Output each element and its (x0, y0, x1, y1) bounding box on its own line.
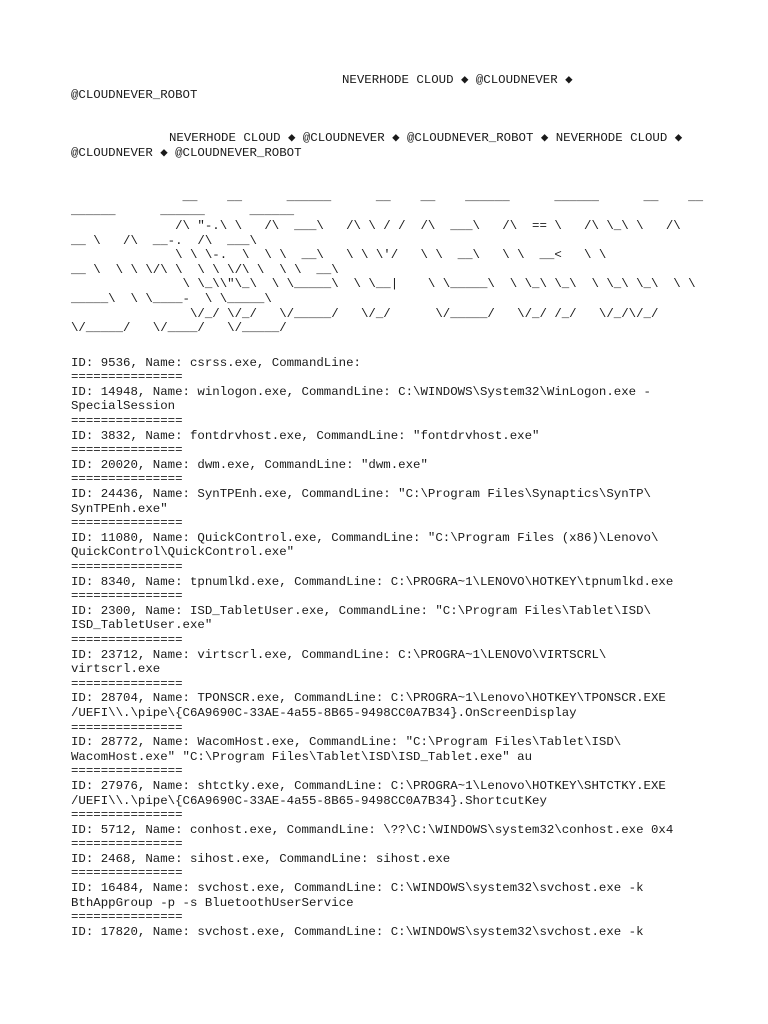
log-line: SynTPEnh.exe" (71, 501, 168, 516)
log-line: ID: 11080, Name: QuickControl.exe, CommandLine: "C:\Program Files (x86)\Lenovo\ (71, 530, 659, 545)
log-line: =============== (71, 808, 183, 823)
log-line: =============== (71, 414, 183, 429)
log-line: =============== (71, 866, 183, 881)
log-line: /UEFI\\.\pipe\{C6A9690C-33AE-4a55-8B65-9498CC0A7B34}.OnScreenDisplay (71, 705, 577, 720)
ascii-art-line: \ \ \-. \ \ \ __\ \ \ \'/ \ \ __\ \ \ __< \ \ (71, 248, 607, 263)
ascii-art-banner (71, 189, 704, 336)
log-line: ID: 20020, Name: dwm.exe, CommandLine: "dwm.exe" (71, 457, 428, 472)
header-block-2 (71, 131, 683, 160)
log-line: =============== (71, 764, 183, 779)
ascii-art-line: _____\ \ \____- \ \_____\ (71, 291, 272, 306)
log-line: SpecialSession (71, 399, 176, 414)
log-line: =============== (71, 837, 183, 852)
log-line: ID: 17820, Name: svchost.exe, CommandLine: C:\WINDOWS\system32\svchost.exe -k (71, 924, 644, 939)
log-line: ID: 24436, Name: SynTPEnh.exe, CommandLine: "C:\Program Files\Synaptics\SynTP\ (71, 487, 651, 502)
log-line: WacomHost.exe" "C:\Program Files\Tablet\ISD\ISD_Tablet.exe" au (71, 749, 533, 764)
log-line: /UEFI\\.\pipe\{C6A9690C-33AE-4a55-8B65-9498CC0A7B34}.ShortcutKey (71, 793, 547, 808)
header-line: @CLOUDNEVER ◆ @CLOUDNEVER_ROBOT (71, 145, 302, 160)
ascii-art-line: ______ ______ ______ (71, 204, 295, 219)
log-line: ISD_TabletUser.exe" (71, 618, 213, 633)
header-line: NEVERHODE CLOUD ◆ @CLOUDNEVER ◆ @CLOUDNEVER_ROBOT ◆ NEVERHODE CLOUD ◆ (169, 131, 683, 146)
log-line: ID: 28772, Name: WacomHost.exe, CommandLine: "C:\Program Files\Tablet\ISD\ (71, 735, 622, 750)
process-list (71, 355, 674, 940)
ascii-art-line: /\ "-.\ \ /\ ___\ /\ \ / / /\ ___\ /\ == \ /\ \_\ \ /\ (71, 218, 681, 233)
header-line: @CLOUDNEVER_ROBOT (71, 87, 198, 102)
log-line: =============== (71, 560, 183, 574)
ascii-art-line: \ \_\\"\_\ \ \_____\ \ \__| \ \_____\ \ \_\ \_\ \ \_\ \_\ \ \ (71, 277, 696, 292)
log-line: =============== (71, 589, 183, 604)
log-line: ID: 9536, Name: csrss.exe, CommandLine: (71, 355, 361, 370)
log-line: =============== (71, 720, 183, 735)
log-line: ID: 27976, Name: shtctky.exe, CommandLine: C:\PROGRA~1\Lenovo\HOTKEY\SHTCTKY.EXE (71, 778, 666, 793)
log-line: =============== (71, 632, 183, 647)
log-line: =============== (71, 516, 183, 531)
log-line: BthAppGroup -p -s BluetoothUserService (71, 895, 354, 910)
ascii-art-line: __ __ ______ __ __ ______ ______ __ __ (71, 189, 704, 204)
ascii-art-line: \/_____/ \/____/ \/_____/ (71, 321, 287, 336)
log-line: ID: 16484, Name: svchost.exe, CommandLine: C:\WINDOWS\system32\svchost.exe -k (71, 881, 644, 896)
log-line: ID: 14948, Name: winlogon.exe, CommandLine: C:\WINDOWS\System32\WinLogon.exe - (71, 384, 651, 399)
log-line: =============== (71, 370, 183, 385)
ascii-art-line: __ \ \ \ \/\ \ \ \ \/\ \ \ \ __\ (71, 262, 339, 277)
log-line: =============== (71, 676, 183, 691)
document-page (71, 73, 704, 939)
log-line: ID: 28704, Name: TPONSCR.exe, CommandLine: C:\PROGRA~1\Lenovo\HOTKEY\TPONSCR.EXE (71, 691, 666, 706)
ascii-art-line: \/_/ \/_/ \/_____/ \/_/ \/_____/ \/_/ /_/ \/_/\/_/ (71, 306, 659, 321)
log-line: =============== (71, 443, 183, 458)
log-line: virtscrl.exe (71, 662, 161, 677)
log-line: ID: 3832, Name: fontdrvhost.exe, CommandLine: "fontdrvhost.exe" (71, 428, 540, 443)
log-line: ID: 2300, Name: ISD_TabletUser.exe, CommandLine: "C:\Program Files\Tablet\ISD\ (71, 603, 651, 618)
log-line: ID: 8340, Name: tpnumlkd.exe, CommandLine: C:\PROGRA~1\LENOVO\HOTKEY\tpnumlkd.exe (71, 574, 674, 589)
log-line: ID: 2468, Name: sihost.exe, CommandLine: sihost.exe (71, 851, 451, 866)
log-line: ID: 5712, Name: conhost.exe, CommandLine: \??\C:\WINDOWS\system32\conhost.exe 0x4 (71, 822, 674, 837)
log-line: QuickControl\QuickControl.exe" (71, 545, 295, 560)
header-block-1 (71, 73, 671, 102)
ascii-art-line: __ \ /\ __-. /\ ___\ (71, 233, 257, 248)
header-line: NEVERHODE CLOUD ◆ @CLOUDNEVER ◆ (342, 73, 573, 87)
log-line: =============== (71, 910, 183, 925)
log-line: ID: 23712, Name: virtscrl.exe, CommandLine: C:\PROGRA~1\LENOVO\VIRTSCRL\ (71, 647, 607, 662)
log-line: =============== (71, 472, 183, 487)
